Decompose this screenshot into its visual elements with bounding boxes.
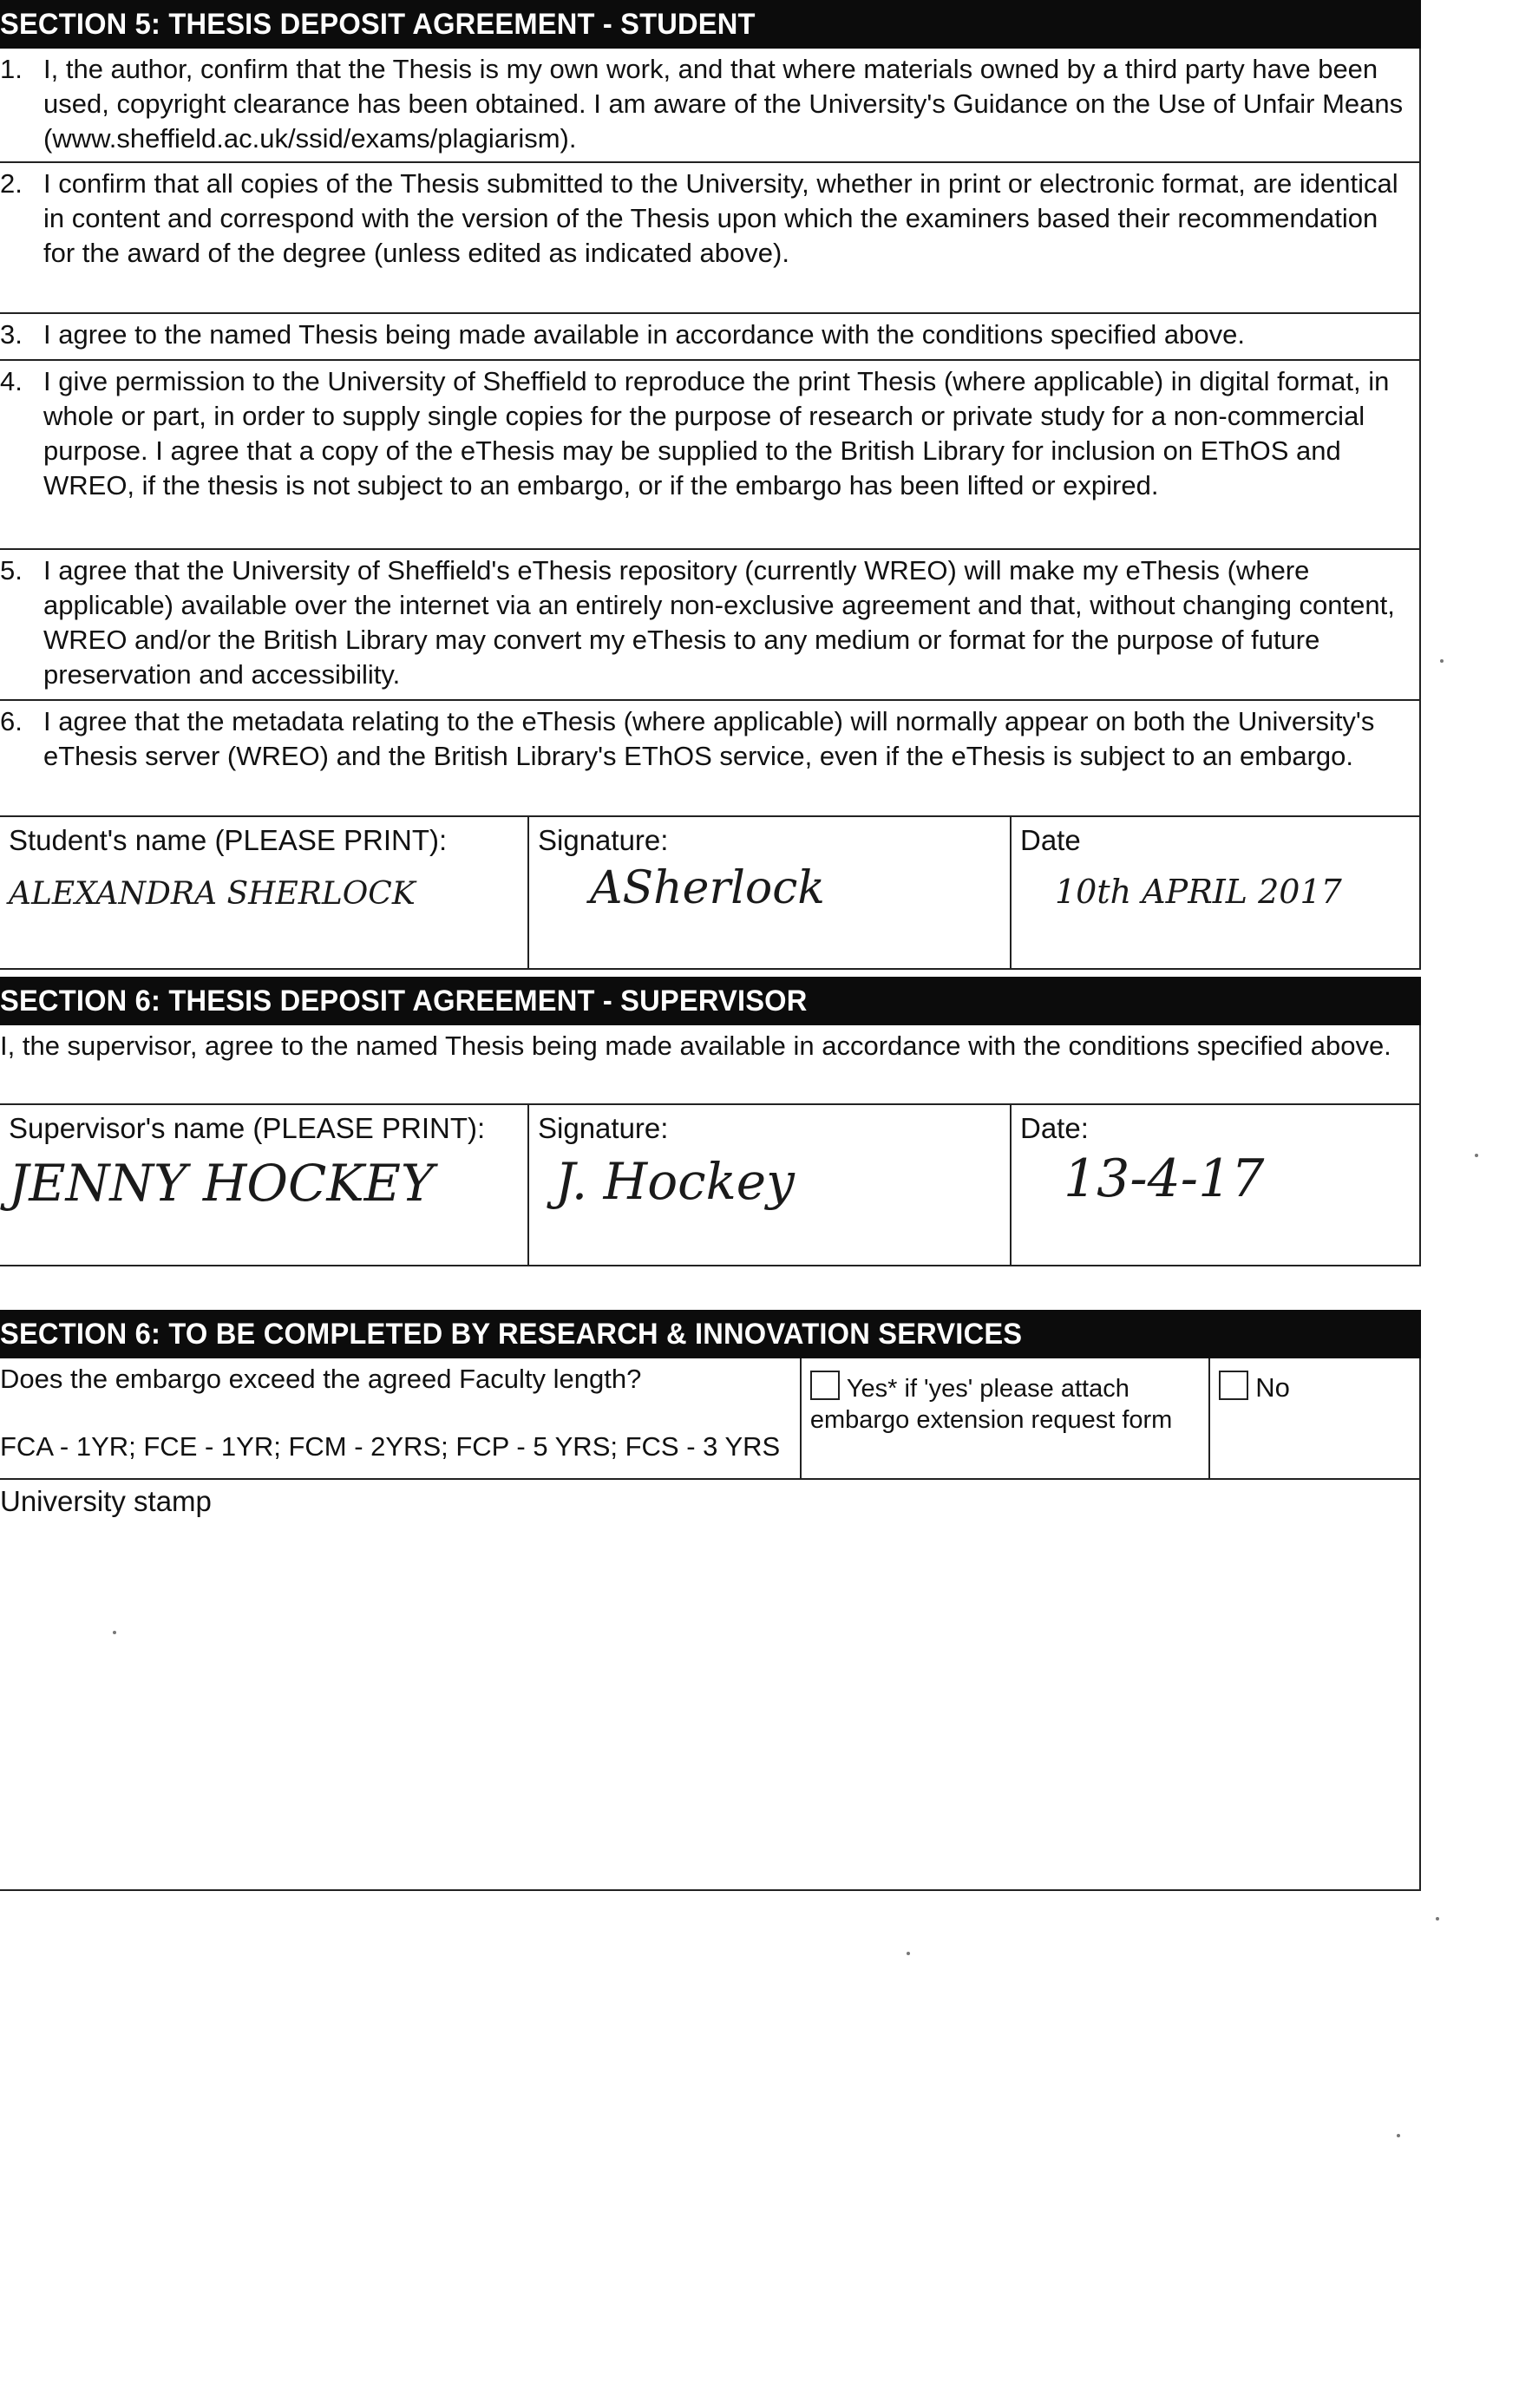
item-text: I agree that the metadata relating to the eThesis (where applicable) will normally appear on both the University's eThesis server (WREO) and the British Library's EThOS service, even if the eThesis is subject to an embargo.: [43, 706, 1375, 771]
supervisor-date-cell: [1012, 1105, 1419, 1265]
supervisor-name-label: Supervisor's name (PLEASE PRINT):: [9, 1112, 486, 1144]
section6-supervisor-body: [0, 1025, 1421, 1266]
section6-supervisor-heading: SECTION 6: THESIS DEPOSIT AGREEMENT - SUPERVISOR: [0, 977, 1421, 1025]
item-text: I agree that the University of Sheffield's eThesis repository (currently WREO) will make my eThesis (where applicable) available over the internet via an entirely non-exclusive agreement and that, without changing content, WREO and/or the British Library may convert my eThesis to any medium or format for the purpose of future preservation and accessibility.: [43, 555, 1395, 690]
embargo-question-cell: [0, 1358, 802, 1478]
scan-speck: [1440, 659, 1444, 663]
item-text: I agree to the named Thesis being made available in accordance with the conditions specified above.: [43, 319, 1245, 350]
student-signoff-row: [0, 817, 1419, 970]
student-name-value[interactable]: ALEXANDRA SHERLOCK: [9, 876, 416, 912]
scan-speck: [907, 1952, 910, 1955]
faculty-lengths: FCA - 1YR; FCE - 1YR; FCM - 2YRS; FCP - 5 YRS; FCS - 3 YRS: [0, 1431, 781, 1462]
embargo-no-cell: [1210, 1358, 1419, 1478]
scan-speck: [113, 1631, 116, 1634]
student-name-label: Student's name (PLEASE PRINT):: [9, 824, 448, 856]
date-label: Date:: [1020, 1112, 1089, 1144]
embargo-row: [0, 1358, 1421, 1480]
supervisor-signature-cell: [529, 1105, 1012, 1265]
student-signature-cell: [529, 817, 1012, 968]
supervisor-date-value[interactable]: 13-4-17: [1064, 1148, 1265, 1209]
item-number: 1.: [0, 54, 23, 84]
section5-heading: SECTION 5: THESIS DEPOSIT AGREEMENT - STUDENT: [0, 0, 1421, 49]
supervisor-signature[interactable]: J. Hockey: [555, 1152, 795, 1211]
agreement-item-3: [0, 314, 1419, 361]
item-text: I confirm that all copies of the Thesis submitted to the University, whether in print or electronic format, are identical in content and correspond with the version of the Thesis upon which the examiners based their recommendation for the award of the degree (unless edited as indicated above).: [43, 168, 1398, 268]
student-signature[interactable]: ASherlock: [590, 862, 825, 914]
section6-ris-heading: SECTION 6: TO BE COMPLETED BY RESEARCH & INNOVATION SERVICES: [0, 1310, 1421, 1358]
date-label: Date: [1020, 824, 1081, 856]
scan-speck: [1475, 1154, 1478, 1157]
item-text: I, the author, confirm that the Thesis is my own work, and that where materials owned by a third party have been used, copyright clearance has been obtained. I am aware of the University's Guidance on the Use of Unfair Means (www.sheffield.ac.uk/ssid/exams/plagiarism).: [43, 54, 1404, 154]
item-number: 4.: [0, 366, 23, 396]
yes-label: Yes* if 'yes' please attach embargo extension request form: [809, 1375, 1173, 1434]
supervisor-statement: I, the supervisor, agree to the named Thesis being made available in accordance with the conditions specified above.: [0, 1025, 1419, 1105]
university-stamp-label: University stamp: [0, 1485, 212, 1517]
yes-checkbox[interactable]: [810, 1371, 840, 1400]
student-date-cell: [1012, 817, 1419, 968]
agreement-item-4: [0, 361, 1419, 550]
scan-speck: [1436, 1917, 1439, 1921]
item-number: 5.: [0, 555, 23, 586]
agreement-item-1: [0, 49, 1419, 163]
item-number: 2.: [0, 168, 23, 199]
supervisor-name-value[interactable]: JENNY HOCKEY: [9, 1154, 435, 1213]
section5-items: [0, 49, 1421, 970]
embargo-question: Does the embargo exceed the agreed Faculty length?: [0, 1364, 642, 1394]
agreement-item-5: [0, 550, 1419, 701]
embargo-yes-cell: [802, 1358, 1210, 1478]
signature-label: Signature:: [538, 1112, 669, 1144]
agreement-item-2: [0, 163, 1419, 314]
student-name-cell: [0, 817, 529, 968]
signature-label: Signature:: [538, 824, 669, 856]
supervisor-name-cell: [0, 1105, 529, 1265]
item-number: 6.: [0, 706, 23, 736]
item-number: 3.: [0, 319, 23, 350]
no-checkbox[interactable]: [1219, 1371, 1248, 1400]
student-date-value[interactable]: 10th APRIL 2017: [1055, 873, 1342, 911]
item-text: I give permission to the University of Sheffield to reproduce the print Thesis (where applicable) in digital format, in whole or part, in order to supply single copies for the purpose of research or private study for a non-commercial purpose. I agree that a copy of the eThesis may be supplied to the British Library for inclusion on EThOS and WREO, if the thesis is not subject to an embargo, or if the embargo has been lifted or expired.: [43, 366, 1390, 501]
supervisor-signoff-row: [0, 1105, 1419, 1266]
agreement-item-6: [0, 701, 1419, 817]
no-label: No: [1255, 1372, 1290, 1403]
scan-speck: [1397, 2134, 1400, 2137]
university-stamp-box: [0, 1480, 1421, 1891]
